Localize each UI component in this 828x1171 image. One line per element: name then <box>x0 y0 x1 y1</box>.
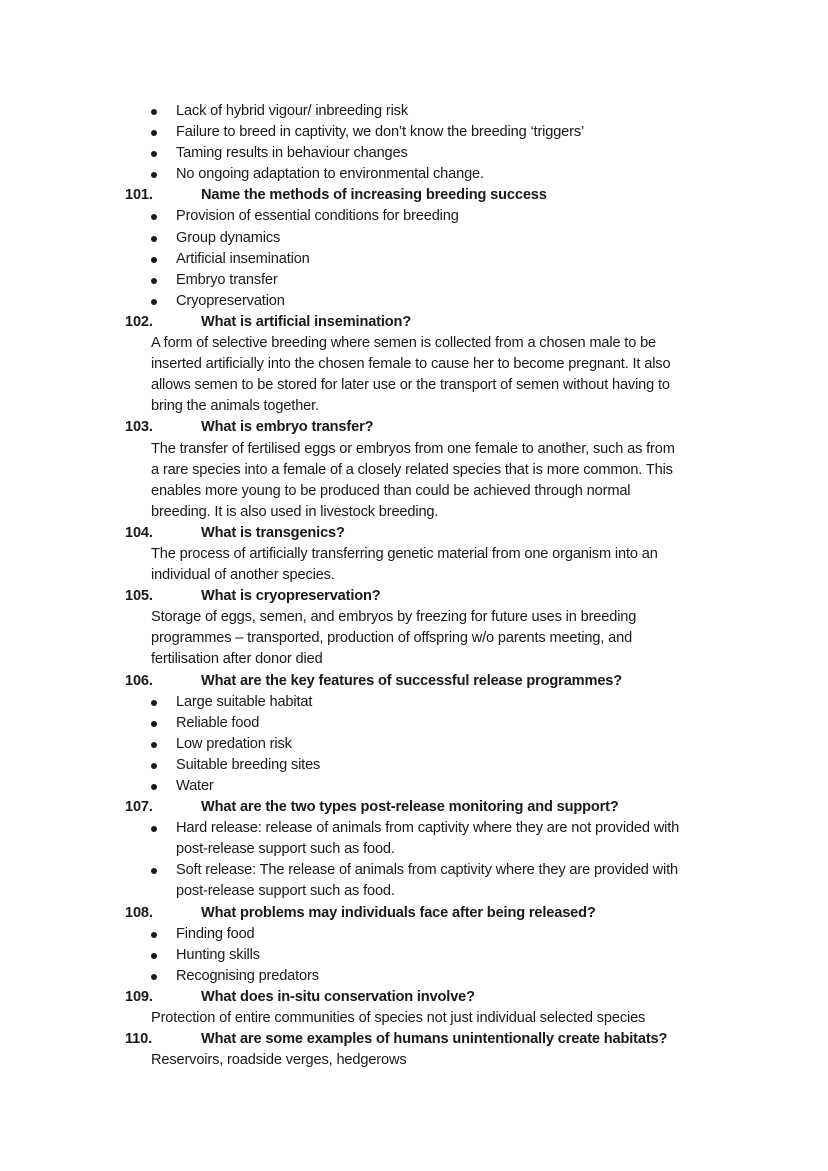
question-number: 109. <box>125 988 153 1005</box>
list-item: Reliable food <box>0 713 828 734</box>
list-item: Provision of essential conditions for breeding <box>0 206 828 227</box>
bullet-icon <box>151 130 157 136</box>
bullet-icon <box>151 868 157 874</box>
question-block-104 <box>0 523 828 586</box>
bullet-icon <box>151 763 157 769</box>
bullet-icon <box>151 721 157 727</box>
question-heading <box>0 671 828 692</box>
question-text: What are some examples of humans unintentionally create habitats? <box>201 1031 668 1048</box>
bullet-icon <box>151 236 157 242</box>
answer-text: A form of selective breeding where semen is collected from a chosen male to be inserted artificially into the chosen female to cause her to become pregnant. It also allows semen to be stored for later use or the transport of semen without having to bring the animals together. <box>151 335 671 415</box>
question-block-106 <box>0 671 828 798</box>
question-block-102 <box>0 312 828 417</box>
bullet-icon <box>151 257 157 263</box>
question-number: 105. <box>125 588 153 605</box>
question-number: 103. <box>125 419 153 436</box>
question-text: What is artificial insemination? <box>201 313 412 330</box>
question-heading <box>0 185 828 206</box>
question-heading <box>0 586 828 607</box>
list-item: Group dynamics <box>0 228 828 249</box>
question-text: What is transgenics? <box>201 524 345 541</box>
question-number: 102. <box>125 313 153 330</box>
list-item: Soft release: The release of animals from captivity where they are provided with post-release support such as food. <box>0 860 828 902</box>
list-item: Embryo transfer <box>0 270 828 291</box>
question-number: 108. <box>125 904 153 921</box>
list-item: Hard release: release of animals from captivity where they are not provided with post-release support such as food. <box>0 818 828 860</box>
question-number: 107. <box>125 799 153 816</box>
bullet-icon <box>151 214 157 220</box>
answer-text: Storage of eggs, semen, and embryos by freezing for future uses in breeding programmes – transported, production of offspring w/o parents meeting, and fertilisation after donor died <box>151 609 637 668</box>
question-number: 110. <box>125 1031 152 1048</box>
list-item: Artificial insemination <box>0 249 828 270</box>
bullet-icon <box>151 826 157 832</box>
bullet-icon <box>151 109 157 115</box>
answer-text: Reservoirs, roadside verges, hedgerows <box>151 1052 407 1069</box>
list-item: No ongoing adaptation to environmental change. <box>0 164 828 185</box>
bullet-icon <box>151 974 157 980</box>
question-text: What problems may individuals face after being released? <box>201 904 596 921</box>
question-heading <box>0 903 828 924</box>
list-item: Taming results in behaviour changes <box>0 143 828 164</box>
list-item: Failure to breed in captivity, we don’t know the breeding ‘triggers’ <box>0 122 828 143</box>
list-item: Recognising predators <box>0 966 828 987</box>
question-block-108 <box>0 903 828 987</box>
question-number: 101. <box>125 187 153 204</box>
question-block-110 <box>0 1029 828 1071</box>
question-heading <box>0 1029 828 1050</box>
bullet-icon <box>151 953 157 959</box>
bullet-icon <box>151 172 157 178</box>
list-item: Hunting skills <box>0 945 828 966</box>
question-heading <box>0 312 828 333</box>
answer-text: Protection of entire communities of species not just individual selected species <box>151 1010 646 1027</box>
list-item: Low predation risk <box>0 734 828 755</box>
list-item: Large suitable habitat <box>0 692 828 713</box>
question-text: What are the two types post-release monitoring and support? <box>201 799 619 816</box>
question-block-101 <box>0 185 828 312</box>
list-item: Lack of hybrid vigour/ inbreeding risk <box>0 101 828 122</box>
bullet-icon <box>151 151 157 157</box>
question-number: 106. <box>125 672 153 689</box>
question-text: What does in-situ conservation involve? <box>201 988 475 1005</box>
question-heading <box>0 523 828 544</box>
bullet-icon <box>151 299 157 305</box>
bullet-icon <box>151 278 157 284</box>
question-text: What is cryopreservation? <box>201 588 381 605</box>
question-block-103 <box>0 417 828 522</box>
list-item: Water <box>0 776 828 797</box>
list-item: Suitable breeding sites <box>0 755 828 776</box>
question-number: 104. <box>125 524 153 541</box>
answer-text: The process of artificially transferring genetic material from one organism into an individual of another species. <box>151 545 658 584</box>
list-item: Finding food <box>0 924 828 945</box>
question-text: What is embryo transfer? <box>201 419 374 436</box>
bullet-icon <box>151 784 157 790</box>
question-block-107 <box>0 797 828 902</box>
question-text: What are the key features of successful release programmes? <box>201 672 623 689</box>
document-page <box>0 101 828 1071</box>
answer-text: The transfer of fertilised eggs or embryos from one female to another, such as from a rare species into a female of a closely related species that is more common. This enables more young to be produced than could be achieved through normal breeding. It is also used in livestock breeding. <box>151 440 675 520</box>
question-heading <box>0 987 828 1008</box>
question-heading <box>0 417 828 438</box>
question-block-105 <box>0 586 828 670</box>
question-block-109 <box>0 987 828 1029</box>
question-text: Name the methods of increasing breeding success <box>201 187 547 204</box>
bullet-icon <box>151 700 157 706</box>
list-item: Cryopreservation <box>0 291 828 312</box>
bullet-icon <box>151 932 157 938</box>
bullet-icon <box>151 742 157 748</box>
question-heading <box>0 797 828 818</box>
intro-bullet-list <box>0 101 828 185</box>
